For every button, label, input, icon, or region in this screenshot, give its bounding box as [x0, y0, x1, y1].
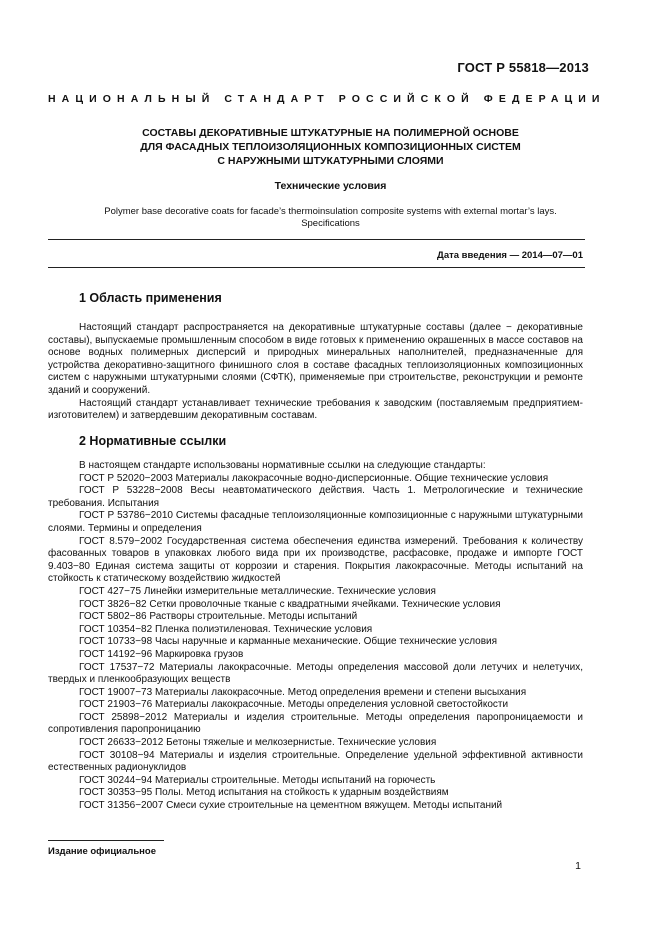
paragraph: Настоящий стандарт устанавливает технические требования к заводским (поставляемым предприятием-изготовителем) и затвердевшим декоративным составам. — [48, 397, 583, 422]
reference-item: ГОСТ 30244−94 Материалы строительные. Методы испытаний на горючесть — [79, 774, 436, 786]
gost-number: ГОСТ Р 55818—2013 — [457, 60, 589, 75]
english-title-line: Polymer base decorative coats for facade’s thermoinsulation composite systems with external mortar’s lays. — [104, 206, 557, 217]
reference-item: ГОСТ 10733−98 Часы наручные и карманные механические. Общие технические условия — [79, 636, 498, 648]
paragraph: Настоящий стандарт распространяется на декоративные штукатурные составы (далее − декоративные составы), выпускаемые промышленным способом в виде готовых к применению окрашенных в массе составов на основе водных полимерных дисперсий и природных минеральных наполнителей, предназначенные для устройства декоративно-защитного финишного слоя в составе фасадных теплоизоляционных композиционных систем с наружными штукатурными слоями (СФТК), применяемые при строительстве, реконструкции и ремонте зданий и сооружений. — [48, 322, 583, 396]
reference-item: ГОСТ 10354−82 Пленка полиэтиленовая. Технические условия — [79, 623, 373, 635]
reference-item: ГОСТ 30108−94 Материалы и изделия строительные. Определение удельной эффективной активности естественных радионуклидов — [48, 749, 583, 774]
section-1-heading: 1 Область применения — [79, 291, 222, 305]
divider — [48, 239, 585, 240]
reference-item: ГОСТ 5802−86 Растворы строительные. Методы испытаний — [79, 611, 358, 623]
reference-item: ГОСТ 3826−82 Сетки проволочные тканые с квадратными ячейками. Технические условия — [79, 598, 501, 610]
paragraph: В настоящем стандарте использованы нормативные ссылки на следующие стандарты: — [79, 460, 486, 471]
divider — [48, 267, 585, 268]
reference-item: ГОСТ Р 52020−2003 Материалы лакокрасочные водно-дисперсионные. Общие технические условия — [79, 472, 549, 484]
title-line: С НАРУЖНЫМИ ШТУКАТУРНЫМИ СЛОЯМИ — [217, 155, 444, 167]
introduction-date: Дата введения — 2014—07—01 — [437, 250, 583, 261]
official-edition-note: Издание официальное — [48, 846, 156, 857]
document-title — [80, 126, 581, 168]
section-2-body — [48, 460, 583, 813]
reference-item: ГОСТ 30353−95 Полы. Метод испытания на стойкость к ударным воздействиям — [79, 787, 449, 799]
reference-item: ГОСТ Р 53228−2008 Весы неавтоматического действия. Часть 1. Метрологические и технические требования. Испытания — [48, 485, 583, 509]
title-line: ДЛЯ ФАСАДНЫХ ТЕПЛОИЗОЛЯЦИОННЫХ КОМПОЗИЦИОННЫХ СИСТЕМ — [140, 141, 521, 153]
section-2-heading: 2 Нормативные ссылки — [79, 434, 227, 448]
section-1-body — [48, 322, 583, 423]
reference-item: ГОСТ 19007−73 Материалы лакокрасочные. Метод определения времени и степени высыхания — [79, 686, 527, 698]
reference-item: ГОСТ 26633−2012 Бетоны тяжелые и мелкозернистые. Технические условия — [79, 737, 437, 749]
reference-item: ГОСТ 31356−2007 Смеси сухие строительные на цементном вяжущем. Методы испытаний — [79, 800, 503, 812]
title-line: СОСТАВЫ ДЕКОРАТИВНЫЕ ШТУКАТУРНЫЕ НА ПОЛИМЕРНОЙ ОСНОВЕ — [142, 127, 519, 139]
reference-item: ГОСТ 427−75 Линейки измерительные металлические. Технические условия — [79, 585, 436, 597]
reference-item: ГОСТ 14192−96 Маркировка грузов — [79, 648, 244, 660]
reference-item: ГОСТ Р 53786−2010 Системы фасадные теплоизоляционные композиционные с наружными штукатурными слоями. Термины и определения — [48, 510, 583, 534]
english-title — [60, 206, 601, 230]
reference-item: ГОСТ 21903−76 Материалы лакокрасочные. Методы определения условной светостойкости — [79, 699, 509, 711]
national-standard-banner: НАЦИОНАЛЬНЫЙ СТАНДАРТ РОССИЙСКОЙ ФЕДЕРАЦИИ — [48, 93, 606, 105]
reference-item: ГОСТ 8.579−2002 Государственная система обеспечения единства измерений. Требования к количеству фасованных товаров в упаковках любого вида при их производстве, расфасовке, продаже и импорте ГОСТ 9.403−80 Единая система защиты от коррозии и старения. Покрытия лакокрасочные. Методы испытаний на стойкость к статическому воздействию жидкостей — [48, 535, 583, 585]
page-number: 1 — [575, 860, 581, 872]
reference-item: ГОСТ 17537−72 Материалы лакокрасочные. Методы определения массовой доли летучих и нелетучих, твердых и пленкообразующих веществ — [48, 661, 583, 686]
footer-divider — [48, 840, 164, 841]
english-title-line: Specifications — [301, 218, 360, 229]
reference-item: ГОСТ 25898−2012 Материалы и изделия строительные. Методы определения паропроницаемости и сопротивления паропроницанию — [48, 711, 583, 736]
document-subtitle: Технические условия — [274, 180, 387, 192]
